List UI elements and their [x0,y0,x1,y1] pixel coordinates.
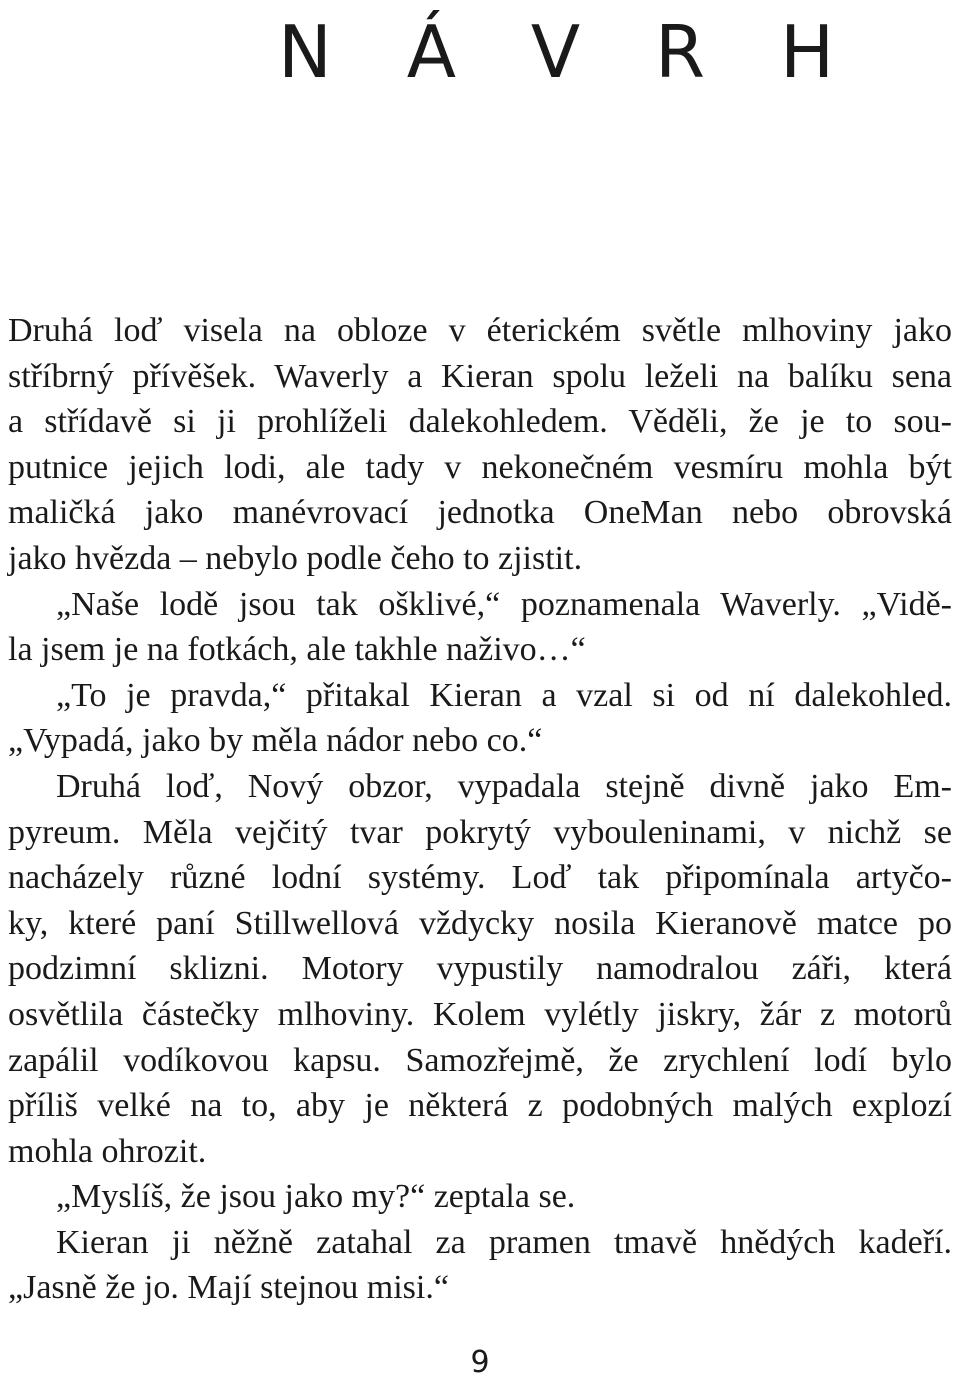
text-line: putnice jejich lodi, ale tady v nekonečném vesmíru mohla být [8,448,952,486]
text-line: osvětlila částečky mlhoviny. Kolem vylétly jiskry, žár z motorů [8,995,952,1033]
text-line: příliš velké na to, aby je některá z podobných malých explozí [8,1087,952,1125]
text-line: a střídavě si ji prohlíželi dalekohledem. Věděli, že je to sou- [8,403,952,441]
text-line: „Jasně že jo. Mají stejnou misi.“ [8,1269,449,1307]
text-line: „Naše lodě jsou tak ošklivé,“ poznamenala Waverly. „Vidě- [56,585,952,623]
text-line: maličká jako manévrovací jednotka OneMan nebo obrovská [8,494,952,532]
text-line: Druhá loď visela na obloze v éterickém světle mlhoviny jako [8,312,952,349]
text-line: podzimní sklizni. Motory vypustily namodralou záři, která [8,950,952,988]
text-line: mohla ohrozit. [8,1132,207,1170]
text-line: Druhá loď, Nový obzor, vypadala stejně divně jako Em- [56,767,952,805]
page-number: 9 [470,1345,490,1380]
text-line: la jsem je na fotkách, ale takhle naživo…“ [8,631,586,669]
text-line: „To je pravda,“ přitakal Kieran a vzal si od ní dalekohled. [56,676,952,714]
text-line: jako hvězda – nebylo podle čeho to zjistit. [8,539,583,577]
text-line: Kieran ji něžně zatahal za pramen tmavě hnědých kadeří. [56,1223,952,1261]
body-text [8,308,952,1311]
text-line: ky, které paní Stillwellová vždycky nosila Kieranově matce po [8,904,952,942]
text-line: „Vypadá, jako by měla nádor nebo co.“ [8,722,543,760]
text-line: nacházely různé lodní systémy. Loď tak připomínala artyčo- [8,859,952,897]
text-line: stříbrný přívěšek. Waverly a Kieran spolu leželi na balíku sena [8,357,952,395]
text-line: zapálil vodíkovou kapsu. Samozřejmě, že zrychlení lodí bylo [8,1041,952,1079]
text-line: „Myslíš, že jsou jako my?“ zeptala se. [56,1178,576,1216]
chapter-title: N Á V R H [278,10,861,94]
text-line: pyreum. Měla vejčitý tvar pokrytý vybouleninami, v nichž se [8,813,952,851]
